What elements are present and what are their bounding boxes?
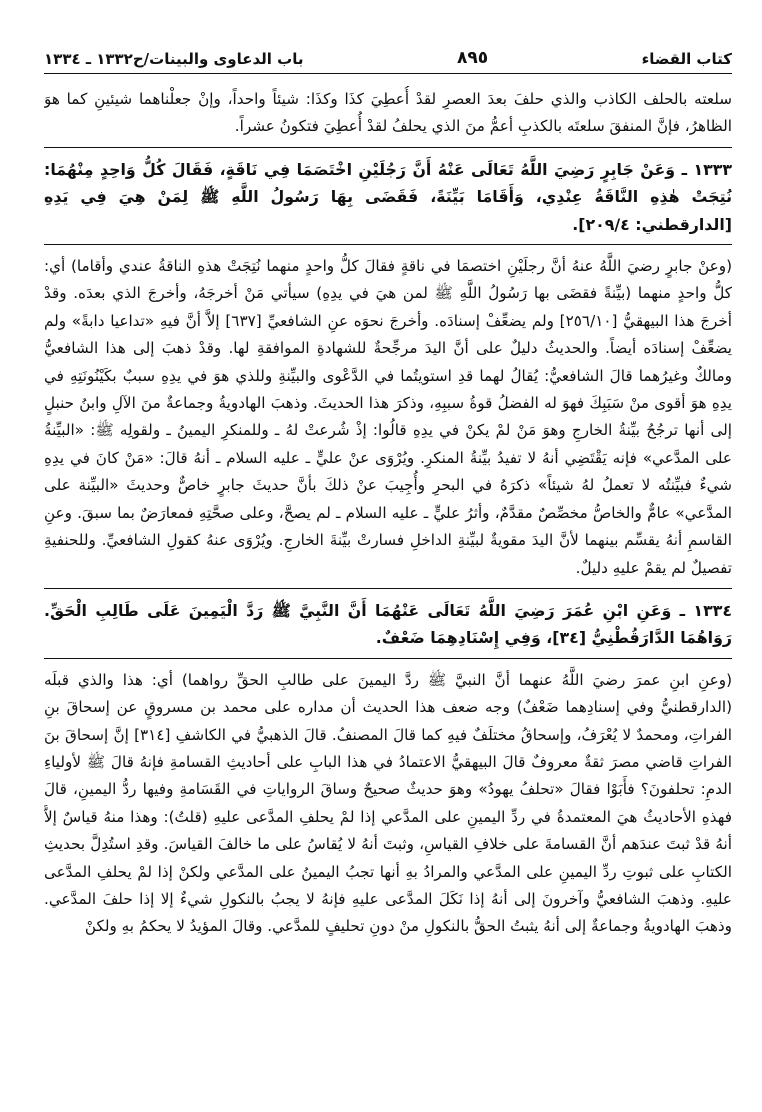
running-header: [44, 42, 732, 68]
header-right-title: كتاب القضاء: [641, 50, 732, 68]
header-rule: [44, 73, 732, 74]
page-body: [44, 86, 732, 1100]
hadith-number: ١٣٣٣: [693, 159, 732, 179]
page-number: ٨٩٥: [456, 48, 489, 68]
hadith-1334: [44, 597, 732, 652]
hadith-divider: [44, 147, 732, 148]
hadith-text: ـ وَعَنْ جَابِرٍ رَضِيَ اللَّهُ تَعَالَى عَنْهُ أَنَّ رَجُلَيْنِ اخْتَصَمَا فِي نَاقَةٍ، فَقَالَ كُلُّ وَاحِدٍ مِنْهُمَا: نُتِجَتْ هٰذِهِ النَّاقَةُ عِنْدِي، وَأَقَامَا بَيِّنَةً، فَقَضَى بِهَا رَسُولُ اللَّهِ ﷺ لِمَنْ هِيَ فِي يَدِهِ [الدارقطني: ٢٠٩/٤].: [44, 159, 732, 234]
hadith-text: ـ وَعَنِ ابْنِ عُمَرَ رَضِيَ اللَّهُ تَعَالَى عَنْهُمَا أَنَّ النَّبِيَّ ﷺ رَدَّ الْيَمِينَ عَلَى طَالِبِ الْحَقِّ. رَوَاهُمَا الدَّارَقُطْنِيُّ [٣٤]، وَفِي إِسْنَادِهِمَا ضَعْفٌ.: [44, 600, 732, 648]
header-left-title: باب الدعاوى والبينات/ح١٣٣٢ ـ ١٣٣٤: [44, 50, 304, 68]
hadith-divider: [44, 658, 732, 659]
hadith-divider: [44, 588, 732, 589]
hadith-1333: [44, 156, 732, 238]
hadith-divider: [44, 244, 732, 245]
paragraph-continuation: سلعته بالحلف الكاذب والذي حلفَ بعدَ العصرِ لقدْ أُعطِيَ كذَا وكذَا: شيئاً واحداً، وإنْ جعلْناهما شيئينِ كما هوَ الظاهرُ، فإنَّ المنفقَ سلعتَه بالكذبِ أعمُّ منَ الذي يحلفُ لقدْ أُعطِيَ فتكونُ عشراً.: [44, 90, 732, 136]
hadith-number: ١٣٣٤: [693, 600, 732, 620]
commentary-paragraph: (وعنْ جابرٍ رضيَ اللَّهُ عنهُ أنَّ رجلَيْنِ اختصمَا في ناقةٍ فقالَ كلُّ واحدٍ منهما نُتِجَتْ هذهِ الناقةُ عندي وأقاما) أي: كلُّ واحدٍ منهما (بيِّنةً فقضَى بها رَسُولُ اللَّهِ ﷺ لمن هيَ في يدِهِ) سيأتي مَنْ أخرجَهُ، وأخرجَ الذي بعدَه. وقدْ أخرجَ هذا البيهقيُّ [٢٥٦/١٠] ولم يضعِّفْ إسنادَه. وأخرجَ نحوَه عنِ الشافعيِّ [٦٣٧] إلاَّ أنَّ فيهِ «تداعيا دابةً» ولم يضعِّفْ إسنادَه أيضاً. والحديثُ دليلٌ على أنَّ اليدَ مرجِّحةٌ للشهادةِ الموافقةِ لها. وقدْ ذهبَ إلى هذا الشافعيُّ ومالكٌ وغيرُهما قالَ الشافعيُّ: يُقالُ لهما قدِ استويتُما في الدَّعْوى والبيِّنةِ وللذي هوَ في يدِهِ سببٌ بكَيْنُونَتِهِ في يدِهِ هوَ أقوى منْ سَبَبِكَ فهوَ له الفضلُ قوةُ سببِهِ، وذكرَ هذا الحديثَ. وذهبَ الهادويةُ وجماعةٌ منَ الآلِ وابنُ حنبلٍ إلى أنها ترجُحُ بيِّنةُ الخارجِ وهوَ مَنْ لمْ يكنْ في يدِهِ قالُوا: إذْ شُرعتْ لهُ ـ وللمنكرِ اليمينُ ـ ولقولِه ﷺ: «البيِّنةُ على المدَّعي» فإنه يَقْتَضِي أنهُ لا تفيدُ بيِّنةُ المنكرِ. ويُرْوَى عنْ عليٍّ ـ عليه السلام ـ أنهُ قالَ: «مَنْ كانَ في يدِهِ شيءٌ فبيِّنتُه لا تعملُ لهُ شيئاً» ذكرَهُ في البحرِ وأُجِيبَ عنْ ذلكَ بأنَّ حديثَ جابرٍ خاصٌّ وحديثَ «البيِّنة على المدَّعي» عامٌّ والخاصُّ مخصِّصٌ مقدَّمٌ، وأثرُ عليٍّ ـ عليه السلام ـ لم يصحَّ، وعلى صحَّتِهِ فمعارَضٌ بما سبقَ. وعنِ القاسمِ أنهُ يقسِّم بينهما لأنَّ اليدَ مقويةٌ لبيِّنةِ الداخلِ فسارتْ بيِّنةَ الخارجِ. ويُرْوَى عنهُ كقولِ الشافعيِّ. وللحنفيةِ تفصيلٌ لم يقمْ عليهِ دليلٌ.: [44, 257, 732, 577]
commentary-paragraph: (وعنِ ابنِ عمرَ رضيَ اللَّهُ عنهما أنَّ النبيَّ ﷺ ردَّ اليمينَ على طالبِ الحقِّ رواهما) أي: هذا والذي قبلَه (الدارقطنيُّ وفي إسنادِهما ضَعْفٌ) وجه ضعف هذا الحديث أن مداره على محمد بن مسروقٍ عن إسحاقَ بنِ الفراتِ، ومحمدٌ لا يُعْرَفُ، وإسحاقُ مختلَفٌ فيهِ كما قالَ المصنفُ. قالَ الذهبيُّ في الكاشفِ [٣١٤] إنَّ إسحاقَ بنَ الفراتِ قاضي مصرَ ثقةٌ معروفٌ قالَ البيهقيُّ الاعتمادُ في هذا البابِ على أحاديثِ القسامةِ فإنهُ قالَ ﷺ لأولياءِ الدمِ: تحلفونَ؟ فأَبَوْا فقالَ «تحلفُ يهودُ» وهوَ حديثٌ صحيحٌ وساقَ الرواياتِ في القَسَامةِ وفيها ردُّ اليمينِ، قالَ فهذهِ الأحاديثُ هيَ المعتمدةُ في ردِّ اليمينِ على المدَّعي إذا لمْ يحلفِ المدَّعى عليهِ (قلتُ): وهذا منهُ قياسٌ إلاَّ أنهُ قدْ ثبتَ عندَهم أنَّ القسامةَ على خلافِ القياسِ، وثبتَ أنهُ لا يُقاسُ على ما خالفَ القياسَ. وقدِ استُدِلَّ بحديثِ الكتابِ على ثبوتِ ردِّ اليمينِ على المدَّعي والمرادُ بهِ أنها تجبُ اليمينُ على المدَّعي ولكنْ إذا لمْ يحلفِ المدَّعى عليهِ. وذهبَ الشافعيُّ وآخرونَ إلى أنهُ إذا نَكَلَ المدَّعى عليهِ فإنهُ لا يجبُ بالنكولِ شيءٌ إلا إذا حلفَ المدَّعي. وذهبَ الهادويةُ وجماعةٌ إلى أنهُ يثبتُ الحقُّ بالنكولِ منْ دونِ تحليفٍ للمدَّعي. وقالَ المؤيدُ لا يحكمُ بهِ ولكنْ: [44, 670, 732, 936]
